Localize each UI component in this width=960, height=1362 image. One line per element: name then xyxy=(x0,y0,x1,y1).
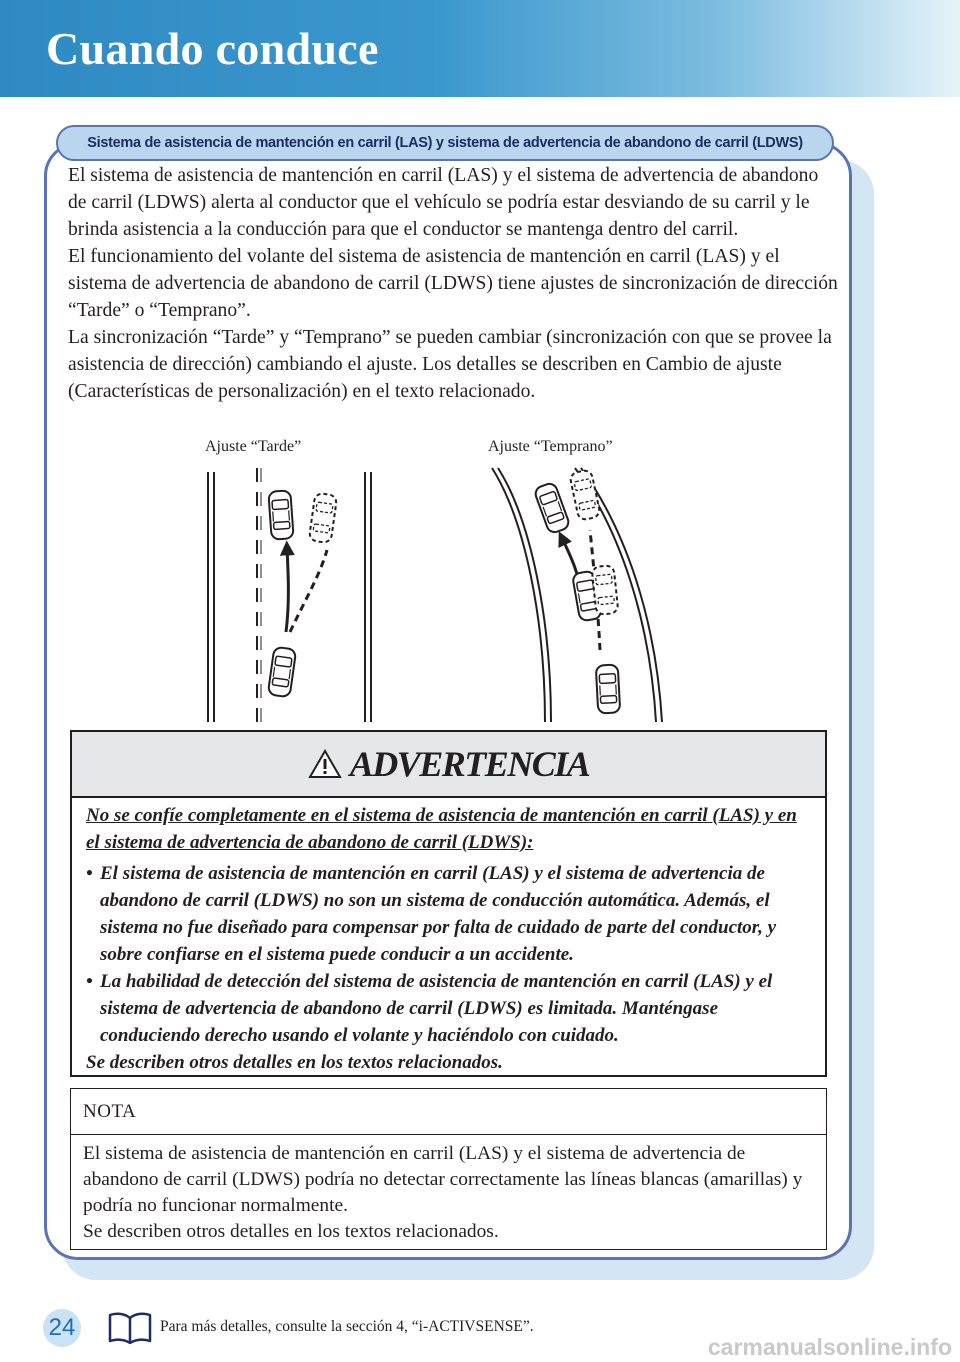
bullet-icon: • xyxy=(86,971,93,992)
warning-box xyxy=(70,730,827,1077)
intro-paragraph: El funcionamiento del volante del sistema de asistencia de mantención en carril (LAS) y el sistema de advertencia de abandono de carril (LDWS) tiene ajustes de sincronización de dirección “Tarde” o “Temprano”. xyxy=(68,246,838,321)
late-setting-caption: Ajuste “Tarde” xyxy=(205,438,302,455)
warning-triangle-icon xyxy=(308,749,342,779)
book-icon xyxy=(107,1310,153,1346)
watermark: carmanualsonline.info xyxy=(707,1334,952,1360)
warning-body xyxy=(72,798,825,1076)
note-text: El sistema de asistencia de mantención en carril (LAS) y el sistema de advertencia de abandono de carril (LDWS) podría no detectar correctamente las líneas blancas (amarillas) y podría no funcionar normalmente. xyxy=(83,1143,803,1216)
intro-paragraph: El sistema de asistencia de mantención en carril (LAS) y el sistema de advertencia de abandono de carril (LDWS) alerta al conductor que el vehículo se podría estar desviando de su carril y le brinda asistencia a la conducción para que el conductor se mantenga dentro del carril. xyxy=(68,165,819,240)
note-box xyxy=(70,1088,827,1250)
page-title: Cuando conduce xyxy=(46,23,379,74)
early-setting-road xyxy=(492,468,662,722)
warning-title: ADVERTENCIA xyxy=(349,744,590,784)
lane-assist-illustration xyxy=(180,460,700,725)
warning-item: • La habilidad de detección del sistema de asistencia de mantención en carril (LAS) y el sistema de advertencia de abandono de carril (LDWS) es limitada. Manténgase conduciendo derecho usando el volante y haciéndolo con cuidado. xyxy=(86,968,815,1049)
intro-text xyxy=(68,162,838,405)
section-heading: Sistema de asistencia de mantención en carril (LAS) y sistema de advertencia de abandono de carril (LDWS) xyxy=(56,125,834,161)
page-number: 24 xyxy=(43,1309,81,1347)
warning-item: • El sistema de asistencia de mantención en carril (LAS) y el sistema de advertencia de abandono de carril (LDWS) no son un sistema de conducción automática. Además, el sistema no fue diseñado para compensar por falta de cuidado de parte del conductor, y sobre confiarse en el sistema puede conducir a un accidente. xyxy=(86,860,815,968)
warning-header xyxy=(72,732,825,798)
warning-footer: Se describen otros detalles en los textos relacionados. xyxy=(86,1052,503,1073)
warning-list xyxy=(86,860,815,1049)
note-title: NOTA xyxy=(71,1089,826,1135)
note-footer: Se describen otros detalles en los textos relacionados. xyxy=(83,1221,499,1242)
note-body xyxy=(71,1135,826,1245)
intro-paragraph: La sincronización “Tarde” y “Temprano” se pueden cambiar (sincronización con que se provee la asistencia de dirección) cambiando el ajuste. Los detalles se describen en Cambio de ajuste (Características de personalización) en el texto relacionado. xyxy=(68,327,832,402)
section-reference: Para más detalles, consulte la sección 4, “i-ACTIVSENSE”. xyxy=(160,1318,534,1335)
early-setting-caption: Ajuste “Temprano” xyxy=(488,438,613,455)
bullet-icon: • xyxy=(86,863,93,884)
warning-lead: No se confíe completamente en el sistema de asistencia de mantención en carril (LAS) y en el sistema de advertencia de abandono de carril (LDWS): xyxy=(86,805,797,853)
late-setting-road xyxy=(208,468,371,722)
